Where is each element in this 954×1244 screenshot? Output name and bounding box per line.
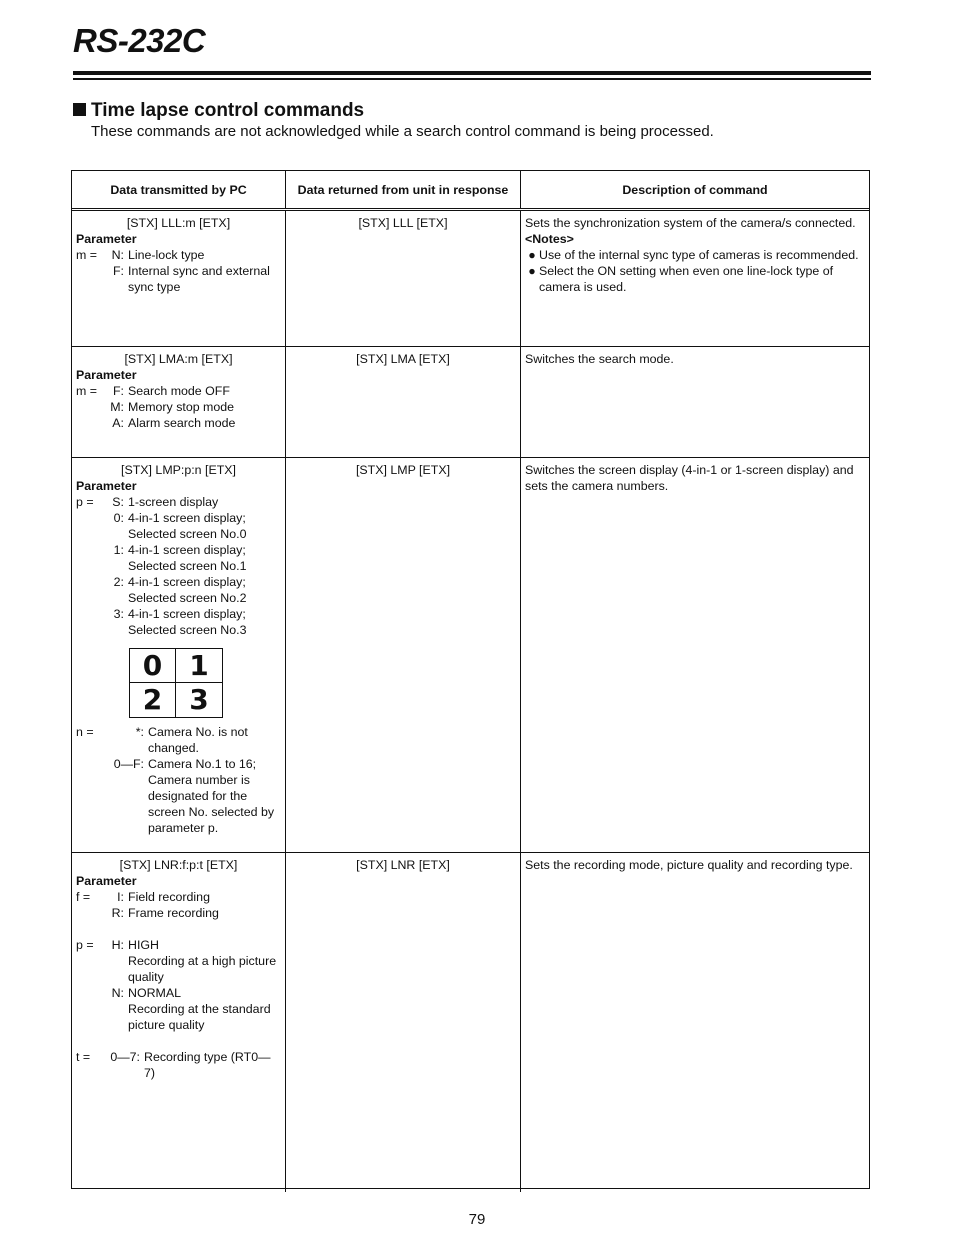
header-rule-thick	[73, 71, 871, 75]
header-returned: Data returned from unit in response	[286, 171, 521, 208]
parameter-line: 3: 4-in-1 screen display; Selected screen No.3	[113, 607, 247, 637]
screen-number-grid	[129, 648, 223, 718]
note-item: ● Select the ON setting when even one line-lock type of camera is used.	[528, 264, 834, 294]
response-cell: [STX] LLL [ETX]	[286, 211, 521, 346]
parameter-line: m = F: Search mode OFF	[76, 384, 230, 398]
parameter-line: p = S: 1-screen display	[76, 495, 219, 509]
response-cell: [STX] LMA [ETX]	[286, 347, 521, 457]
parameter-line: M: Memory stop mode	[110, 400, 235, 414]
command-text: [STX] LMA:m [ETX]	[124, 352, 233, 366]
screen-number-3: 3	[189, 683, 209, 716]
parameter-line: p = H: HIGH Recording at a high picture quality	[76, 938, 277, 984]
parameter-heading: Parameter	[76, 874, 137, 888]
commands-table	[71, 170, 870, 1189]
parameter-line: f = I: Field recording	[76, 890, 210, 904]
command-text: [STX] LMP:p:n [ETX]	[121, 463, 236, 477]
parameter-line: 0: 4-in-1 screen display; Selected screen No.0	[113, 511, 247, 541]
header-transmitted: Data transmitted by PC	[72, 171, 286, 208]
transmitted-cell	[72, 853, 286, 1192]
square-bullet-icon	[73, 103, 86, 116]
command-text: [STX] LNR:f:p:t [ETX]	[119, 858, 238, 872]
parameter-line: 2: 4-in-1 screen display; Selected screen No.2	[113, 575, 247, 605]
description-text: Sets the synchronization system of the camera/s connected.	[525, 216, 856, 230]
table-row	[72, 853, 869, 1192]
table-row	[72, 347, 869, 458]
section-heading-text: Time lapse control commands	[91, 100, 365, 121]
parameter-line: m = N: Line-lock type	[76, 248, 205, 262]
notes-label: <Notes>	[525, 232, 574, 246]
command-text: [STX] LLL:m [ETX]	[126, 216, 231, 230]
screen-number-2: 2	[130, 683, 176, 717]
note-item: ● Use of the internal sync type of cameras is recommended.	[528, 248, 859, 262]
table-row	[72, 211, 869, 347]
header-description: Description of command	[622, 182, 768, 197]
parameter-heading: Parameter	[76, 368, 137, 382]
parameter-line: n = *: Camera No. is not changed.	[76, 725, 248, 755]
section-heading	[73, 100, 364, 122]
parameter-line: N: NORMAL Recording at the standard picture quality	[111, 986, 271, 1032]
screen-number-0: 0	[130, 649, 176, 683]
transmitted-cell	[72, 458, 286, 852]
transmitted-cell	[72, 347, 286, 457]
description-cell: Switches the search mode.	[525, 352, 674, 366]
response-cell: [STX] LNR [ETX]	[286, 853, 521, 1192]
parameter-line: A: Alarm search mode	[112, 416, 236, 430]
table-row	[72, 458, 869, 853]
page-title: RS-232C	[73, 22, 206, 59]
section-intro: These commands are not acknowledged while a search control command is being processed.	[91, 123, 714, 140]
parameter-line: t = 0—7: Recording type (RT0—7)	[76, 1050, 271, 1080]
header-rule-thin	[73, 78, 871, 80]
description-cell	[521, 211, 869, 346]
screen-number-1: 1	[176, 649, 222, 683]
description-cell: Sets the recording mode, picture quality and recording type.	[525, 858, 853, 872]
description-cell: Switches the screen display (4-in-1 or 1-screen display) and sets the camera numbers.	[525, 463, 854, 493]
parameter-line: 0—F: Camera No.1 to 16; Camera number is designated for the screen No. selected by parameter p.	[113, 757, 275, 835]
response-cell: [STX] LMP [ETX]	[286, 458, 521, 852]
parameter-heading: Parameter	[76, 232, 137, 246]
parameter-line: 1: 4-in-1 screen display; Selected screen No.1	[113, 543, 247, 573]
parameter-line: F: Internal sync and external sync type	[112, 264, 270, 294]
page-number: 79	[468, 1211, 486, 1228]
table-header	[72, 171, 869, 211]
parameter-heading: Parameter	[76, 479, 137, 493]
parameter-line: R: Frame recording	[111, 906, 219, 920]
transmitted-cell	[72, 211, 286, 346]
